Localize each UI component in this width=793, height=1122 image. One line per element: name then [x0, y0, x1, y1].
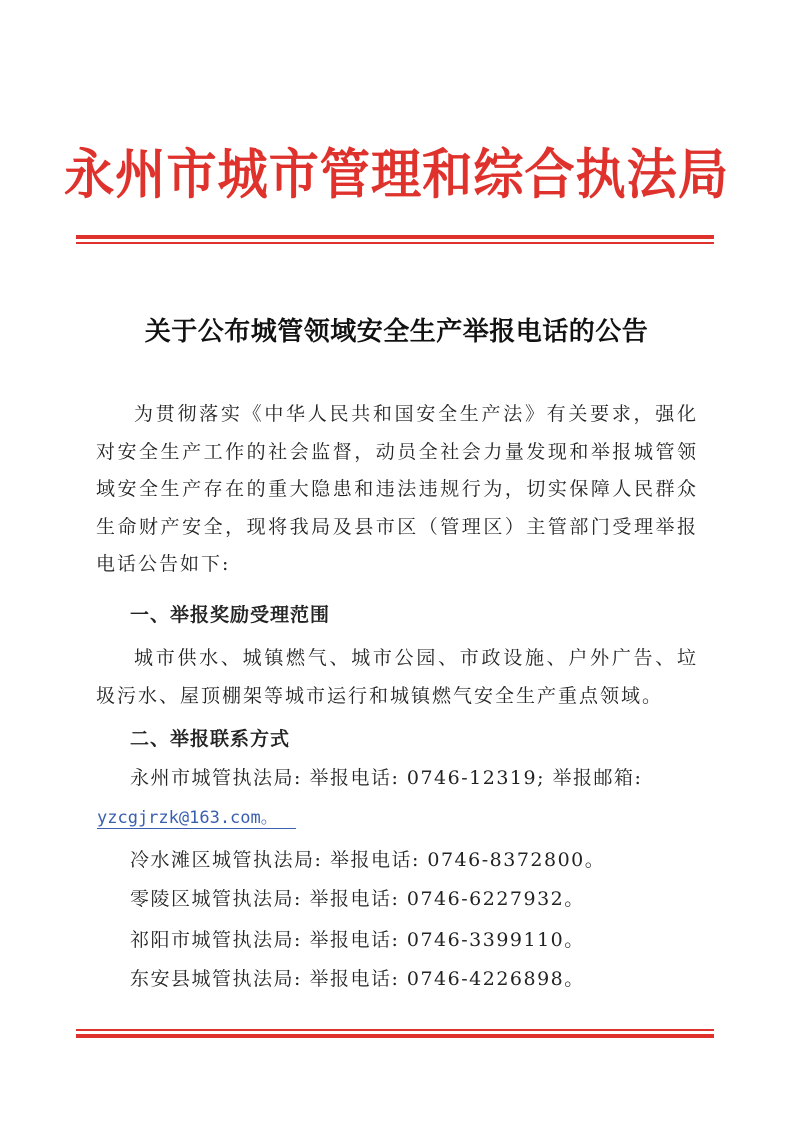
letterhead-rule-thin [76, 242, 714, 244]
letterhead: 永州市城市管理和综合执法局 [64, 142, 729, 206]
report-email-link[interactable]: yzcgjrzk@163.com。 [97, 803, 296, 829]
footer-rule-thin [76, 1029, 714, 1031]
section2-heading: 二、举报联系方式 [130, 728, 291, 750]
contact-yongzhou: 永州市城管执法局: 举报电话: 0746-12319; 举报邮箱: [130, 767, 643, 789]
contact-qiyang: 祁阳市城管执法局: 举报电话: 0746-3399110。 [130, 929, 585, 951]
letterhead-rule-thick [76, 235, 714, 239]
contact-lingling: 零陵区城管执法局: 举报电话: 0746-6227932。 [130, 888, 585, 910]
section1-text: 城市供水、城镇燃气、城市公园、市政设施、户外广告、垃圾污水、屋顶棚架等城市运行和城镇燃气安全生产重点领域。 [96, 647, 698, 707]
intro-paragraph: 为贯彻落实《中华人民共和国安全生产法》有关要求，强化对安全生产工作的社会监督，动员全社会力量发现和举报城管领域安全生产存在的重大隐患和违法违规行为，切实保障人民群众生命财产安全，现将我局及县市区（管理区）主管部门受理举报电话公告如下: [96, 403, 698, 575]
section1-heading: 一、举报奖励受理范围 [130, 604, 331, 626]
footer-rule-thick [76, 1034, 714, 1038]
contact-lengshuitan: 冷水滩区城管执法局: 举报电话: 0746-8372800。 [130, 849, 606, 871]
document-title: 关于公布城管领域安全生产举报电话的公告 [144, 317, 649, 347]
contact-dongan: 东安县城管执法局: 举报电话: 0746-4226898。 [130, 968, 585, 990]
